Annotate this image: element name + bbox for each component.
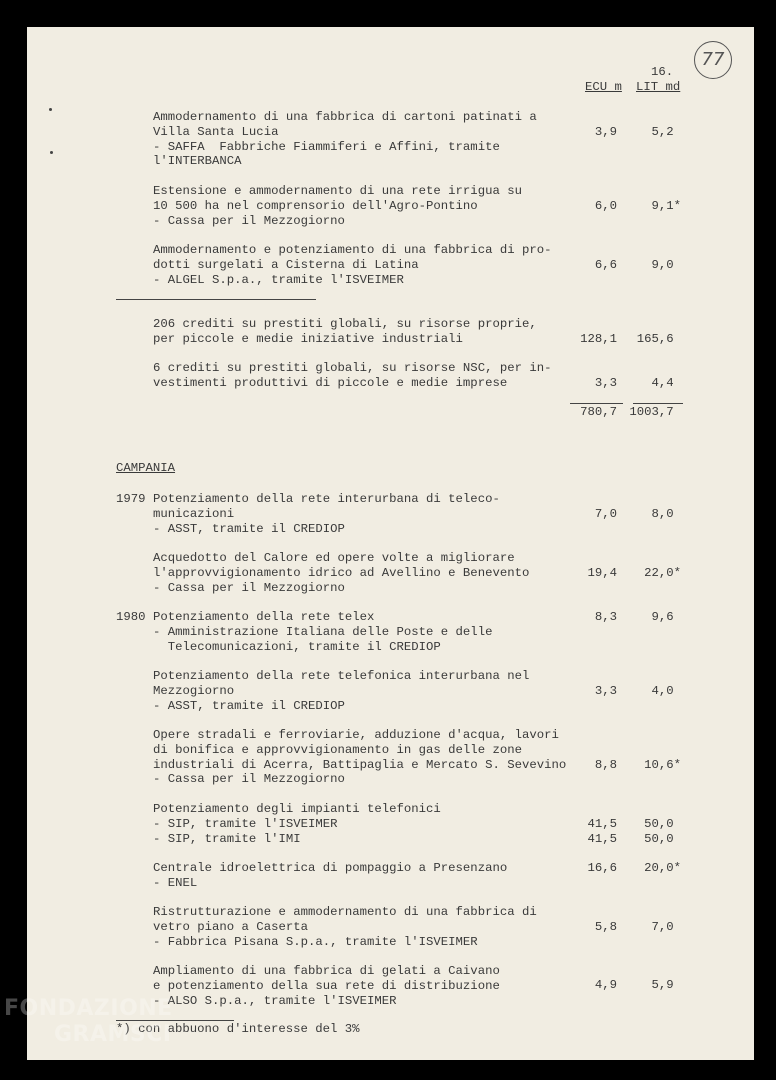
document-page — [27, 27, 754, 1060]
archive-stamp — [694, 41, 732, 79]
entry-lit-value: 5,2 — [651, 125, 681, 139]
entry-lit-value: 5,9 — [651, 978, 681, 992]
entry-description: Ristrutturazione e ammodernamento di una fabbrica di vetro piano a Caserta - Fabbrica Pisana S.p.a., tramite l'ISVEIMER — [153, 905, 537, 949]
entry-description: Potenziamento degli impianti telefonici - SIP, tramite l'ISVEIMER - SIP, tramite l'IMI — [153, 802, 441, 846]
total-lit: 1003,7 — [629, 405, 681, 419]
entry-description: Ammodernamento di una fabbrica di cartoni patinati a Villa Santa Lucia - SAFFA Fabbriche Fiammiferi e Affini, tramite l'INTERBANCA — [153, 110, 537, 169]
entry-year: 1980 — [116, 610, 146, 624]
punch-mark — [49, 108, 52, 111]
watermark-line-2: GRAMSCI — [54, 1022, 172, 1047]
entry-description: 6 crediti su prestiti globali, su risorse NSC, per in- vestimenti produttivi di piccole e medie imprese — [153, 361, 552, 390]
total-ecu: 780,7 — [580, 405, 617, 419]
entry-lit-value: 9,1* — [651, 199, 681, 213]
entry-description: Acquedotto del Calore ed opere volte a migliorare l'approvvigionamento idrico ad Avellino e Benevento - Cassa per il Mezzogiorno — [153, 551, 530, 595]
entry-lit-value: 50,0 — [644, 817, 681, 831]
entry-lit-value: 4,4 — [651, 376, 681, 390]
entry-ecu-value: 8,8 — [594, 758, 617, 772]
section-title: CAMPANIA — [116, 461, 176, 475]
entry-ecu-value: 3,3 — [594, 684, 617, 698]
entry-lit-value: 4,0 — [651, 684, 681, 698]
column-header-lit: LIT md — [636, 80, 681, 94]
entry-lit-value: 10,6* — [644, 758, 681, 772]
entry-ecu-value: 5,8 — [594, 920, 617, 934]
entry-description: Potenziamento della rete telex - Amministrazione Italiana delle Poste e delle Telecomunicazioni, tramite il CREDIOP — [153, 610, 493, 654]
watermark-line-1: FONDAZIONE — [4, 996, 173, 1021]
entry-description: 206 crediti su prestiti globali, su risorse proprie, per piccole e medie iniziative industriali — [153, 317, 537, 346]
entry-lit-value: 9,6 — [651, 610, 681, 624]
column-header-ecu: ECU m — [585, 80, 622, 94]
stamp-number: 77 — [701, 48, 725, 70]
footnote: *) con abbuono d'interesse del 3% — [116, 1022, 360, 1036]
entry-description: Estensione e ammodernamento di una rete irrigua su 10 500 ha nel comprensorio dell'Agro-Pontino - Cassa per il Mezzogiorno — [153, 184, 522, 228]
entry-description: Ammodernamento e potenziamento di una fabbrica di pro- dotti surgelati a Cisterna di Latina - ALGEL S.p.a., tramite l'ISVEIMER — [153, 243, 552, 287]
entry-lit-value: 22,0* — [644, 566, 681, 580]
page-number: 16. — [651, 65, 674, 79]
entry-lit-value: 165,6 — [636, 332, 681, 346]
entry-ecu-value: 3,9 — [594, 125, 617, 139]
watermark-logo — [4, 996, 173, 1048]
entry-ecu-value: 3,3 — [594, 376, 617, 390]
entry-ecu-value: 6,0 — [594, 199, 617, 213]
entry-ecu-value: 8,3 — [594, 610, 617, 624]
entry-description: Ampliamento di una fabbrica di gelati a Caivano e potenziamento della sua rete di distribuzione - ALSO S.p.a., tramite l'ISVEIMER — [153, 964, 500, 1008]
entry-ecu-value: 41,5 — [587, 832, 617, 846]
entry-ecu-value: 19,4 — [587, 566, 617, 580]
entry-description: Potenziamento della rete interurbana di teleco- municazioni - ASST, tramite il CREDIOP — [153, 492, 500, 536]
entry-ecu-value: 16,6 — [587, 861, 617, 875]
entry-lit-value: 7,0 — [651, 920, 681, 934]
entry-year: 1979 — [116, 492, 146, 506]
separator-line — [116, 299, 316, 300]
entry-ecu-value: 128,1 — [580, 332, 617, 346]
punch-mark — [50, 151, 53, 154]
entry-lit-value: 9,0 — [651, 258, 681, 272]
entry-description: Potenziamento della rete telefonica interurbana nel Mezzogiorno - ASST, tramite il CREDIOP — [153, 669, 530, 713]
entry-ecu-value: 6,6 — [594, 258, 617, 272]
entry-description: Opere stradali e ferroviarie, adduzione d'acqua, lavori di bonifica e approvvigionamento in gas delle zone industriali di Acerra, Battipaglia e Mercato S. Sevevino - Cassa per il Mezzogiorno — [153, 728, 567, 787]
total-line-lit — [633, 403, 683, 404]
entry-lit-value: 8,0 — [651, 507, 681, 521]
entry-ecu-value: 4,9 — [594, 978, 617, 992]
entry-lit-value: 20,0* — [644, 861, 681, 875]
entry-ecu-value: 41,5 — [587, 817, 617, 831]
entry-lit-value: 50,0 — [644, 832, 681, 846]
entry-ecu-value: 7,0 — [594, 507, 617, 521]
total-line-ecu — [570, 403, 623, 404]
entry-description: Centrale idroelettrica di pompaggio a Presenzano - ENEL — [153, 861, 508, 890]
